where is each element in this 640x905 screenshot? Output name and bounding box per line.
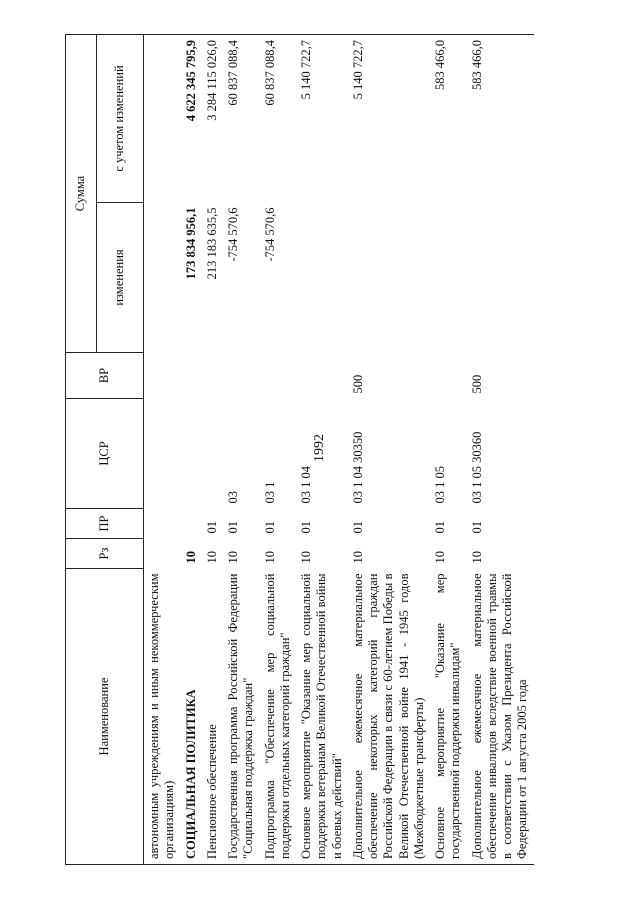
row-csr: 03 1: [262, 481, 277, 504]
row-rz: 10: [433, 551, 447, 564]
row-pr: 01: [299, 521, 313, 534]
row-vr: [223, 353, 260, 399]
table-row: [181, 35, 202, 865]
header-csr: ЦСР: [66, 399, 144, 509]
table-body: [144, 35, 534, 865]
header-sum: Сумма: [66, 35, 97, 353]
row-csr: [144, 399, 181, 509]
table-row: [223, 35, 260, 865]
row-rz: 10: [350, 551, 365, 564]
row-csr: [181, 399, 202, 509]
row-csr: 03 1 04 30350: [350, 431, 365, 504]
row-csr: 03 1 05: [433, 466, 447, 504]
header-with-changes: с учетом изменений: [97, 35, 144, 203]
row-changes: -754 570,6: [262, 207, 277, 262]
row-pr: 01: [350, 521, 365, 534]
row-vr: 500: [350, 374, 365, 394]
row-pr: [181, 509, 202, 539]
row-vr: [260, 353, 297, 399]
row-vr: 500: [469, 374, 484, 394]
row-csr: [202, 399, 223, 509]
row-csr: 03 1 05 30360: [469, 431, 484, 504]
header-changes: изменения: [97, 203, 144, 353]
row-name: автономным учреждениям и иным некоммерческим организациям): [144, 569, 181, 865]
header-name: Наименование: [66, 569, 144, 865]
row-name: Подпрограмма "Обеспечение мер социальной поддержки отдельных категорий граждан": [260, 569, 297, 865]
table-header: [66, 35, 144, 865]
row-changes: [144, 203, 181, 353]
table-row: [202, 35, 223, 865]
row-vr: [202, 353, 223, 399]
row-csr: 03 1 04: [299, 466, 313, 504]
header-vr: ВР: [66, 353, 144, 399]
table-row: [430, 35, 467, 865]
row-total: [144, 35, 181, 203]
row-total: 60 837 088,4: [260, 35, 297, 203]
row-changes: 173 834 956,1: [183, 207, 198, 280]
header-rz: Рз: [66, 539, 144, 569]
row-pr: 01: [469, 521, 484, 534]
row-vr: [296, 353, 348, 399]
row-changes: [348, 203, 430, 353]
table-row: [348, 35, 430, 865]
row-total: 5 140 722,7: [348, 35, 430, 203]
row-name: Дополнительное ежемесячное материальное обеспечение некоторых категорий граждан Российской Федерации в связи с 60-летием Победы в Великой Отечественной войне 1941 - 1945 годов (Межбюджетные трансферты): [348, 569, 430, 865]
row-pr: 01: [262, 521, 277, 534]
row-changes: -754 570,6: [226, 207, 240, 262]
row-rz: 10: [299, 551, 313, 564]
row-changes: [430, 203, 467, 353]
row-rz: 10: [226, 551, 240, 564]
row-pr: 01: [433, 521, 447, 534]
row-pr: 01: [226, 521, 240, 534]
row-name: Дополнительное ежемесячное материальное обеспечение инвалидов вследствие военной травмы в соответствии с Указом Президента Российской Федерации от 1 августа 2005 года: [467, 569, 534, 865]
row-name: Основное мероприятие "Оказание мер социальной поддержки ветеранам Великой Отечественной войны и боевых действий": [296, 569, 348, 865]
row-changes: [467, 203, 534, 353]
row-rz: 10: [469, 551, 484, 564]
row-total: 5 140 722,7: [296, 35, 348, 203]
row-changes: 213 183 635,5: [204, 207, 219, 280]
table-row: [296, 35, 348, 865]
row-pr: 01: [204, 521, 219, 534]
row-total: 4 622 345 795,9: [181, 35, 202, 203]
row-total: 583 466,0: [430, 35, 467, 203]
budget-table: [65, 34, 534, 865]
row-rz: 10: [183, 551, 198, 564]
page-number-text: 1992: [312, 434, 327, 462]
row-pr: [144, 509, 181, 539]
row-total: 60 837 088,4: [223, 35, 260, 203]
row-rz: 10: [204, 551, 219, 564]
row-name: Государственная программа Российской Федерации "Социальная поддержка граждан": [223, 569, 260, 865]
rotated-table-container: [65, 35, 545, 865]
row-csr: 03: [226, 491, 240, 504]
header-pr: ПР: [66, 509, 144, 539]
table-row: [144, 35, 181, 865]
row-name: СОЦИАЛЬНАЯ ПОЛИТИКА: [181, 569, 202, 865]
row-changes: [296, 203, 348, 353]
row-rz: [144, 539, 181, 569]
table-row: [260, 35, 297, 865]
row-vr: [144, 353, 181, 399]
row-rz: 10: [262, 551, 277, 564]
row-vr: [430, 353, 467, 399]
row-total: 583 466,0: [467, 35, 534, 203]
row-name: Основное мероприятие "Оказание мер государственной поддержки инвалидам": [430, 569, 467, 865]
table-row: [467, 35, 534, 865]
row-vr: [181, 353, 202, 399]
row-name: Пенсионное обеспечение: [202, 569, 223, 865]
row-total: 3 284 115 026,0: [202, 35, 223, 203]
